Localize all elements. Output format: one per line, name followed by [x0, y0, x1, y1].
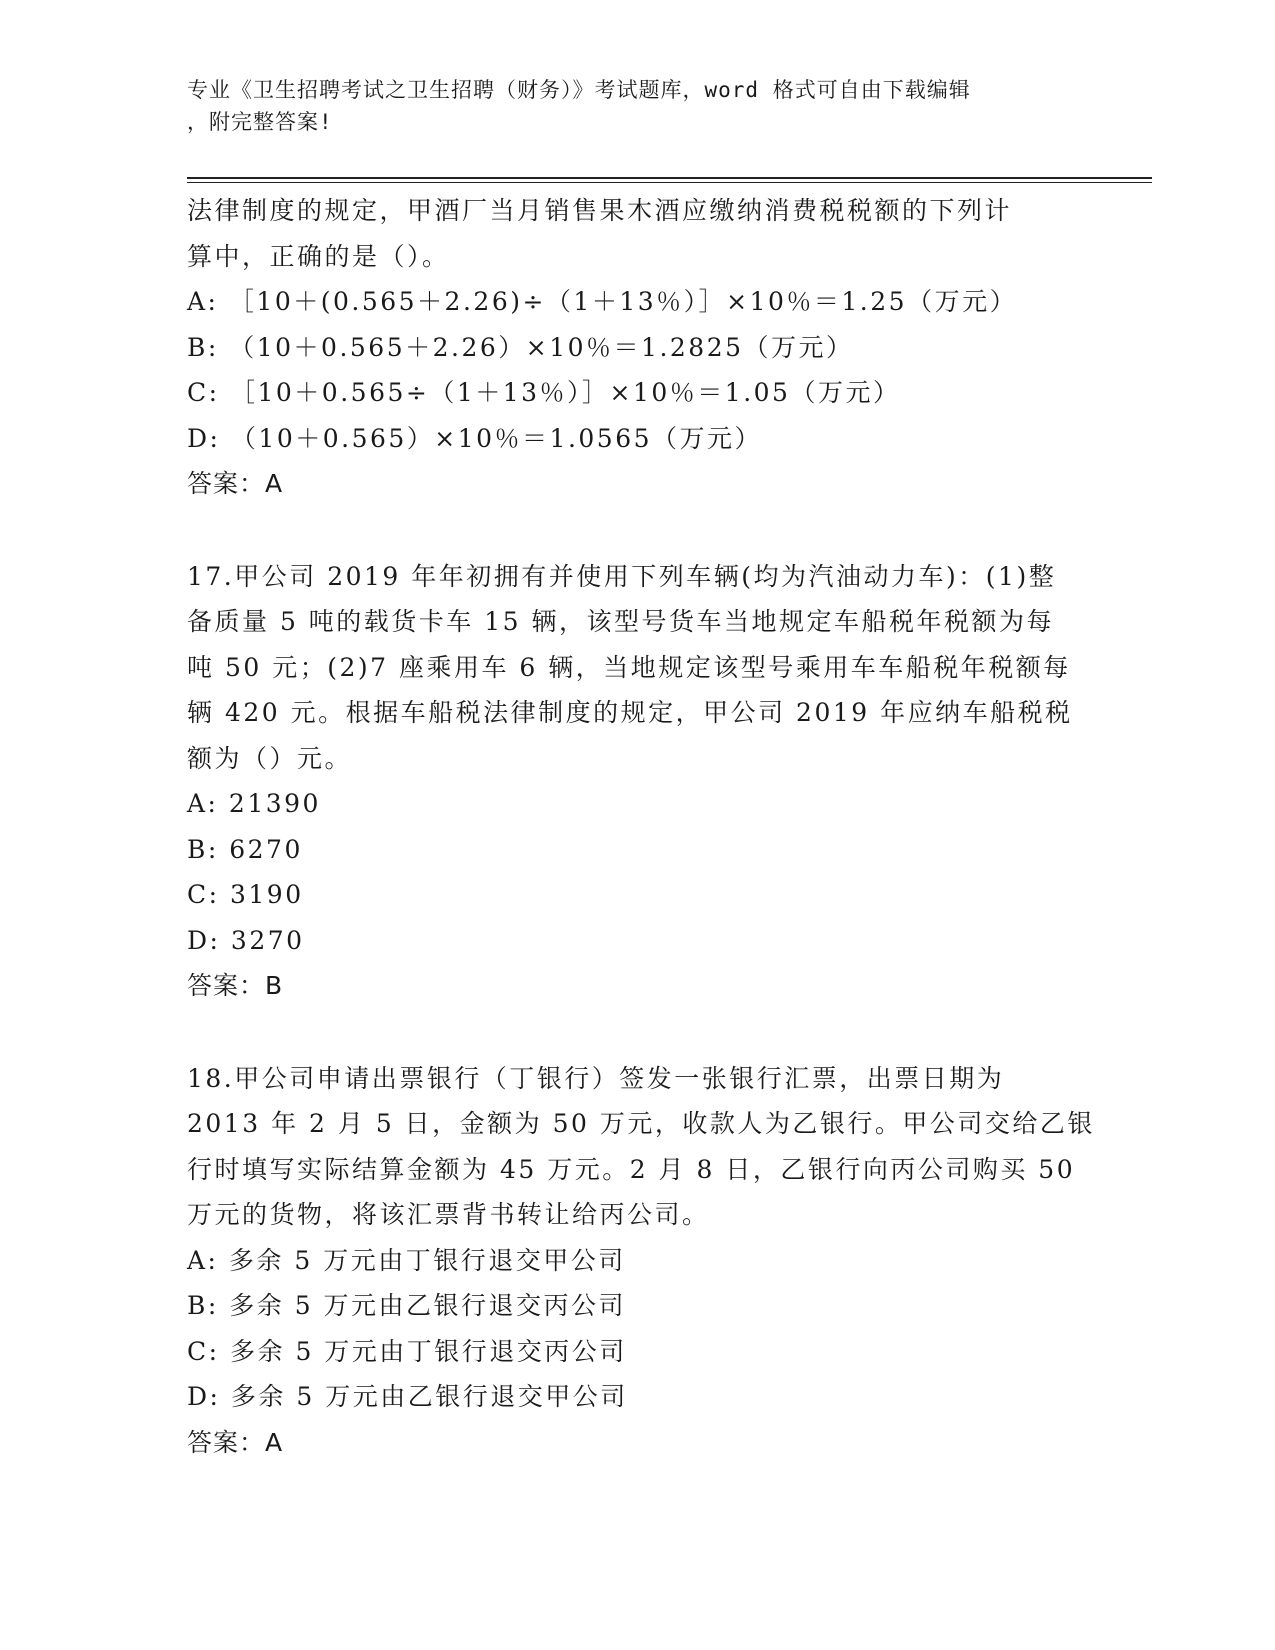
question-stem-line: 18.甲公司申请出票银行（丁银行）签发一张银行汇票，出票日期为: [187, 1063, 1005, 1093]
question-stem-line: 2013 年 2 月 5 日，金额为 50 万元，收款人为乙银行。甲公司交给乙银: [187, 1109, 1095, 1138]
answer-line: 答案：A: [187, 1427, 284, 1457]
option-a: A: ［10＋(0.565＋2.26)÷（1＋13％）］×10％＝1.25（万元）: [187, 287, 1018, 316]
header-line-1: 专业《卫生招聘考试之卫生招聘（财务）》考试题库，word 格式可自由下载编辑: [187, 78, 971, 102]
option-b: B: 多余 5 万元由乙银行退交丙公司: [187, 1291, 627, 1320]
option-c: C: 多余 5 万元由丁银行退交丙公司: [187, 1336, 627, 1366]
option-d: D: 3270: [187, 925, 305, 955]
option-a: A: 21390: [187, 789, 321, 818]
question-18: [187, 1056, 1095, 1466]
answer-line: 答案：B: [187, 971, 284, 1000]
question-stem-line: 法律制度的规定，甲酒厂当月销售果木酒应缴纳消费税税额的下列计: [187, 196, 1013, 225]
header-line-2: ，附完整答案!: [187, 110, 333, 134]
option-b: B: （10＋0.565＋2.26）×10％＝1.2825（万元）: [187, 332, 854, 362]
spacer: [187, 1009, 1087, 1056]
option-d: D: （10＋0.565）×10％＝1.0565（万元）: [187, 423, 763, 453]
question-stem-line: 吨 50 元；(2)7 座乘用车 6 辆，当地规定该型号乘用车车船税年税额每: [187, 652, 1071, 682]
page-header: [187, 74, 1087, 138]
question-stem-line: 算中，正确的是（）。: [187, 241, 450, 271]
document-body: [187, 188, 1095, 1465]
question-stem-line: 额为（）元。: [187, 743, 353, 773]
option-a: A: 多余 5 万元由丁银行退交甲公司: [187, 1245, 626, 1275]
answer-line: 答案：A: [187, 469, 284, 498]
header-divider: [187, 177, 1152, 183]
question-stem-line: 备质量 5 吨的载货卡车 15 辆，该型号货车当地规定车船税年税额为每: [187, 607, 1055, 636]
question-stem-line: 辆 420 元。根据车船税法律制度的规定，甲公司 2019 年应纳车船税税: [187, 698, 1073, 727]
option-d: D: 多余 5 万元由乙银行退交甲公司: [187, 1382, 628, 1411]
question-17: [187, 554, 1087, 1009]
option-b: B: 6270: [187, 834, 303, 864]
spacer: [187, 507, 1087, 554]
option-c: C: 3190: [187, 880, 304, 909]
option-c: C: ［10＋0.565÷（1＋13％）］×10％＝1.05（万元）: [187, 378, 901, 407]
question-stem-line: 行时填写实际结算金额为 45 万元。2 月 8 日，乙银行向丙公司购买 50: [187, 1154, 1076, 1184]
question-stem-line: 17.甲公司 2019 年年初拥有并使用下列车辆(均为汽油动力车)：(1)整: [187, 561, 1057, 591]
question-stem-line: 万元的货物，将该汇票背书转让给丙公司。: [187, 1200, 710, 1229]
question-16: [187, 188, 1087, 507]
